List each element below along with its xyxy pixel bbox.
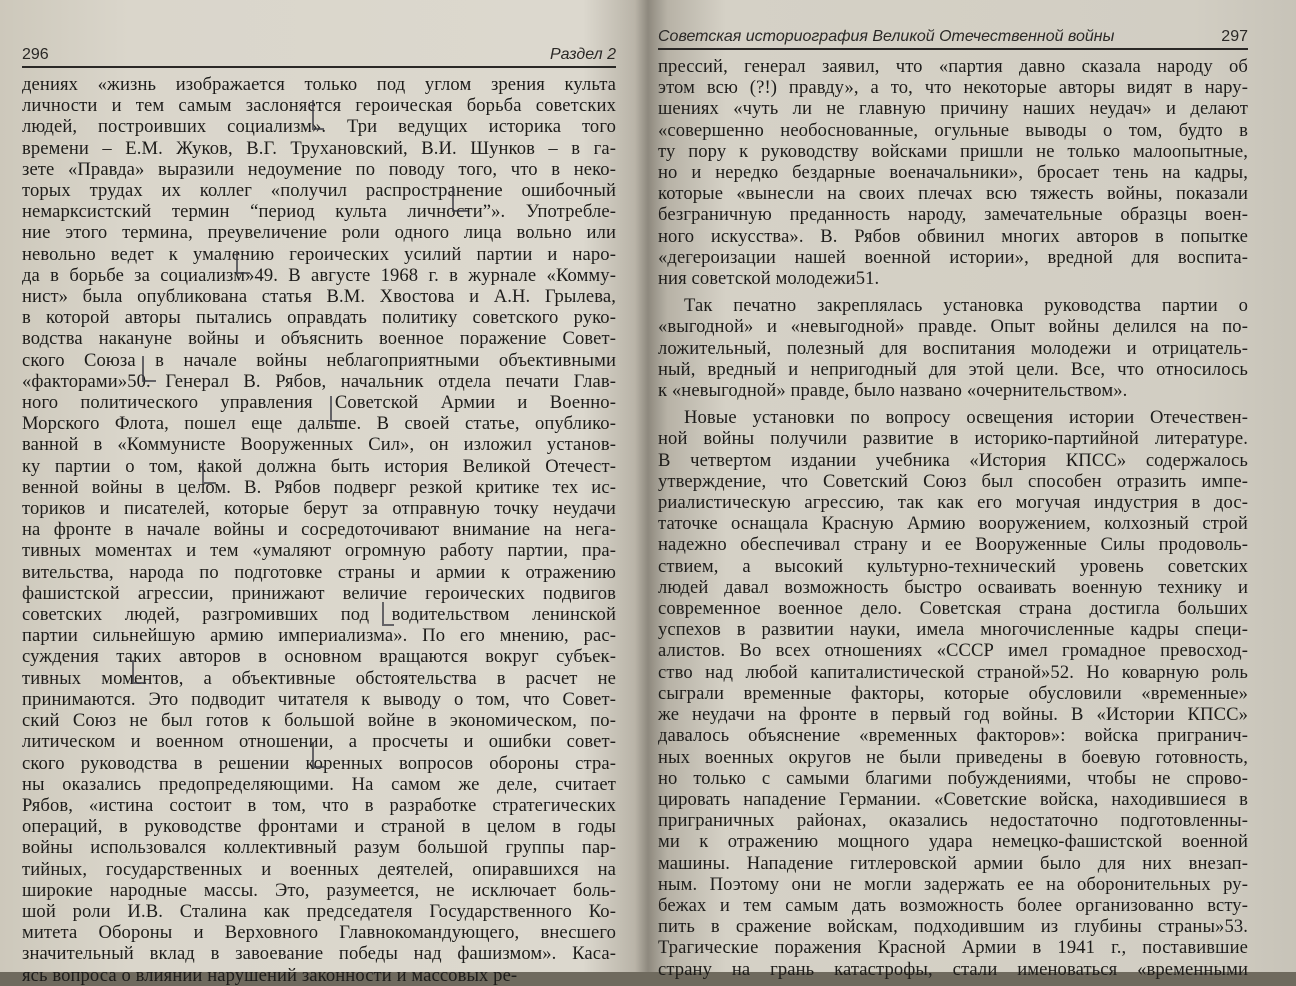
text-line: людей, построивших социализм». Три ведущих историка того — [22, 116, 616, 138]
pencil-mark — [452, 186, 468, 212]
text-line: войны использовался коллективный разум большой группы пар- — [22, 837, 616, 859]
text-line: тивных моментов, а объективные обстоятельства в расчет не — [22, 667, 616, 689]
text-line: но только с самыми благими побуждениями, чтобы не спрово- — [658, 767, 1248, 789]
text-line: цировать нападение Германии. «Советские войска, находившиеся в — [658, 788, 1248, 810]
text-line: ториков и писателей, которые берут за отправную точку неудачи — [22, 498, 616, 520]
pencil-mark — [132, 660, 146, 684]
right-running-head — [658, 28, 1248, 50]
text-line: этом всю (?!) правду», а то, что некоторые авторы видят в нару- — [658, 77, 1248, 99]
text-line: митета Обороны и Верховного Главнокомандующего, внесшего — [22, 922, 616, 944]
right-page-body — [658, 56, 1248, 980]
text-line: ство над любой капиталистической страной»52. Но коварную роль — [658, 661, 1248, 683]
text-line: ного политического управления Советской Армии и Военно- — [22, 392, 616, 414]
text-line: нист» была опубликована статья В.М. Хвостова и А.Н. Грылева, — [22, 286, 616, 308]
left-page-number: 296 — [22, 46, 49, 63]
text-line: широкие народные массы. Это, разумеется, не исключает боль- — [22, 879, 616, 901]
left-page — [0, 0, 640, 986]
text-line: принимаются. Это подводит читателя к выводу о том, что Совет- — [22, 688, 616, 710]
text-line: приграничных районах, оказались недостаточно подготовленны- — [658, 810, 1248, 832]
text-line: Морского Флота, пошел еще дальше. В своей статье, опублико- — [22, 413, 616, 435]
text-line: шениях «чуть ли не главную причину наших неудач» и делают — [658, 98, 1248, 120]
text-line: ние этого термина, преувеличение роли одного лица вольно или — [22, 222, 616, 244]
text-line: ясь вопроса о влиянии нарушений законности и массовых ре- — [22, 964, 518, 986]
text-line: ных военных округов не были приведены в боевую готовность, — [658, 746, 1248, 768]
text-line: ной войны получили развитие в историко-партийной литературе. — [658, 428, 1248, 450]
text-line: операций, в руководстве фронтами и страной в целом в годы — [22, 816, 616, 838]
pencil-mark — [312, 100, 324, 130]
text-line: бежах и тем самым дать возможность более организованно всту- — [658, 894, 1248, 916]
pencil-mark — [142, 356, 156, 382]
text-line: успехов в развитии науки, имела многочисленные кадры специ- — [658, 619, 1248, 641]
text-line: страну на грань катастрофы, стали именоваться «временными — [658, 958, 1248, 980]
text-line: к «невыгодной» правде, было названо «очернительством». — [658, 380, 1128, 402]
text-line: «дегероизации нашей военной истории», вредной для воспита- — [658, 246, 1248, 268]
text-line: ского руководства в решении коренных вопросов обороны стра- — [22, 752, 616, 774]
text-line: ванной в «Коммунисте Вооруженных Сил», он изложил установ- — [22, 434, 616, 456]
text-line: да в борьбе за социализм»49. В августе 1968 г. в журнале «Комму- — [22, 264, 616, 286]
text-line: ны оказались предопределяющими. На самом же деле, считает — [22, 773, 616, 795]
text-line: утверждение, что Советский Союз был способен отразить импе- — [658, 470, 1248, 492]
text-line: машины. Нападение гитлеровской армии было для них внезап- — [658, 852, 1248, 874]
text-line: таточке оснащала Красную Армию вооружением, колхозный строй — [658, 513, 1248, 535]
text-line: ку партии о том, какой должна быть история Великой Отечест- — [22, 455, 616, 477]
text-line: Трагические поражения Красной Армии в 1941 г., поставившие — [658, 937, 1248, 959]
right-page — [648, 0, 1296, 980]
text-line: которые «вынесли на своих плечах всю тяжесть войны, показали — [658, 183, 1248, 205]
pencil-mark — [330, 396, 344, 422]
pencil-mark — [236, 252, 250, 274]
right-section-title: Советская историография Великой Отечественной войны — [658, 28, 1115, 45]
text-line: зете «Правда» выразили недоумение по поводу того, что в неко- — [22, 158, 616, 180]
text-line: ского Союза в начале войны неблагоприятными объективными — [22, 349, 616, 371]
text-line: советских людей, разгромивших под водительством ленинской — [22, 604, 616, 626]
text-line: давалось объяснение «временных факторов»: войска пригранич- — [658, 725, 1248, 747]
left-section-title: Раздел 2 — [549, 46, 616, 63]
text-line: же неудачи на фронте в первый год войны. В «Истории КПСС» — [658, 704, 1248, 726]
text-line: на фронте в начале войны и сосредоточивают внимание на нега- — [22, 519, 616, 541]
text-line: ным. Поэтому они не могли задержать ее на оборонительных ру- — [658, 873, 1248, 895]
text-line: вительства, народа по подготовке страны и армии к отражению — [22, 561, 616, 583]
text-line: сыграли временные факторы, которые обусловили «временные» — [658, 682, 1248, 704]
text-line: тийных, государственных и военных деятелей, опиравшихся на — [22, 858, 616, 880]
text-line: немарксистский термин “период культа личности”». Употребле- — [22, 201, 616, 223]
text-line: прессий, генерал заявил, что «партия давно сказала народу об — [658, 56, 1248, 77]
right-page-number: 297 — [1221, 28, 1248, 45]
text-line: времени – Е.М. Жуков, В.Г. Трухановский, В.И. Шунков – в га- — [22, 137, 616, 159]
text-line: ми к отражению мощного удара немецко-фашистской военной — [658, 831, 1248, 853]
text-line: фашистской агрессии, принижают величие героических подвигов — [22, 582, 616, 604]
text-line: пить в сражение войскам, подходившим из глубины страны»53. — [658, 916, 1248, 938]
text-line: суждения таких авторов в основном вращаются вокруг субъек- — [22, 646, 616, 668]
text-line: Новые установки по вопросу освещения истории Отечествен- — [684, 407, 1248, 429]
text-line: водства накануне войны и объяснить военное поражение Совет- — [22, 328, 616, 350]
pencil-mark — [382, 602, 394, 626]
text-line: тивных моментах и тем «умаляют огромную работу партии, пра- — [22, 540, 616, 562]
text-line: алистов. Во всех отношениях «СССР имел громадное превосход- — [658, 640, 1248, 662]
text-line: «факторами»50. Генерал В. Рябов, начальник отдела печати Глав- — [22, 370, 616, 392]
text-line: людей давал возможность быстро осваивать военную технику и — [658, 576, 1248, 598]
text-line: литическом и военном отношении, а просчеты и ошибки совет- — [22, 731, 616, 753]
left-running-head — [22, 46, 616, 68]
pencil-mark — [202, 460, 216, 484]
text-line: «выгодной» и «невыгодной» правде. Опыт войны делился на по- — [658, 316, 1248, 338]
pencil-mark — [312, 742, 326, 768]
text-line: ложительный, полезный для воспитания молодежи и отрицатель- — [658, 337, 1248, 359]
text-line: ный, вредный и непригодный для этой цели. Все, что относилось — [658, 358, 1248, 380]
text-line: венной войны в целом. В. Рябов подверг резкой критике тех ис- — [22, 476, 616, 498]
text-line: невольно ведет к умалению героических усилий партии и наро- — [22, 243, 616, 265]
text-line: партии сильнейшую армию империализма». По его мнению, рас- — [22, 625, 616, 647]
text-line: Рябов, «истина состоит в том, что в разработке стратегических — [22, 794, 616, 816]
text-line: торых трудах их коллег «получил распространение ошибочный — [22, 180, 616, 202]
text-line: современное военное дело. Советская страна достигла больших — [658, 598, 1248, 620]
text-line: личности и тем самым заслоняется героическая борьба советских — [22, 95, 616, 117]
text-line: надежно обеспечивал страну и ее Вооруженные Силы продоволь- — [658, 534, 1248, 556]
text-line: дениях «жизнь изображается только под углом зрения культа — [22, 74, 616, 95]
text-line: шой роли И.В. Сталина как председателя Государственного Ко- — [22, 900, 616, 922]
text-line: ного искусства». В. Рябов обвинил многих авторов в попытке — [658, 225, 1248, 247]
text-line: но и нередко бездарные военачальники», бросает тень на кадры, — [658, 162, 1248, 184]
text-line: ту пору к руководству войсками пришли не только малоопытные, — [658, 140, 1248, 162]
text-line: значительный вклад в завоевание победы над фашизмом». Каса- — [22, 943, 616, 965]
text-line: ния советской молодежи51. — [658, 268, 880, 290]
text-line: Так печатно закреплялась установка руководства партии о — [684, 295, 1248, 317]
text-line: риалистическую агрессию, так как его могучая индустрия в дос- — [658, 492, 1248, 514]
text-line: в которой авторы пытались оправдать политику советского руко- — [22, 307, 616, 329]
text-line: ский Союз не был готов к большой войне в экономическом, по- — [22, 710, 616, 732]
text-line: безграничную преданность народу, замечательные образцы воен- — [658, 204, 1248, 226]
text-line: «совершенно необоснованные, огульные выводы о том, будто в — [658, 119, 1248, 141]
text-line: В четвертом издании учебника «История КПСС» содержалось — [658, 449, 1248, 471]
text-line: ствием, а высокий культурно-технический уровень советских — [658, 555, 1248, 577]
left-page-body — [22, 74, 616, 986]
